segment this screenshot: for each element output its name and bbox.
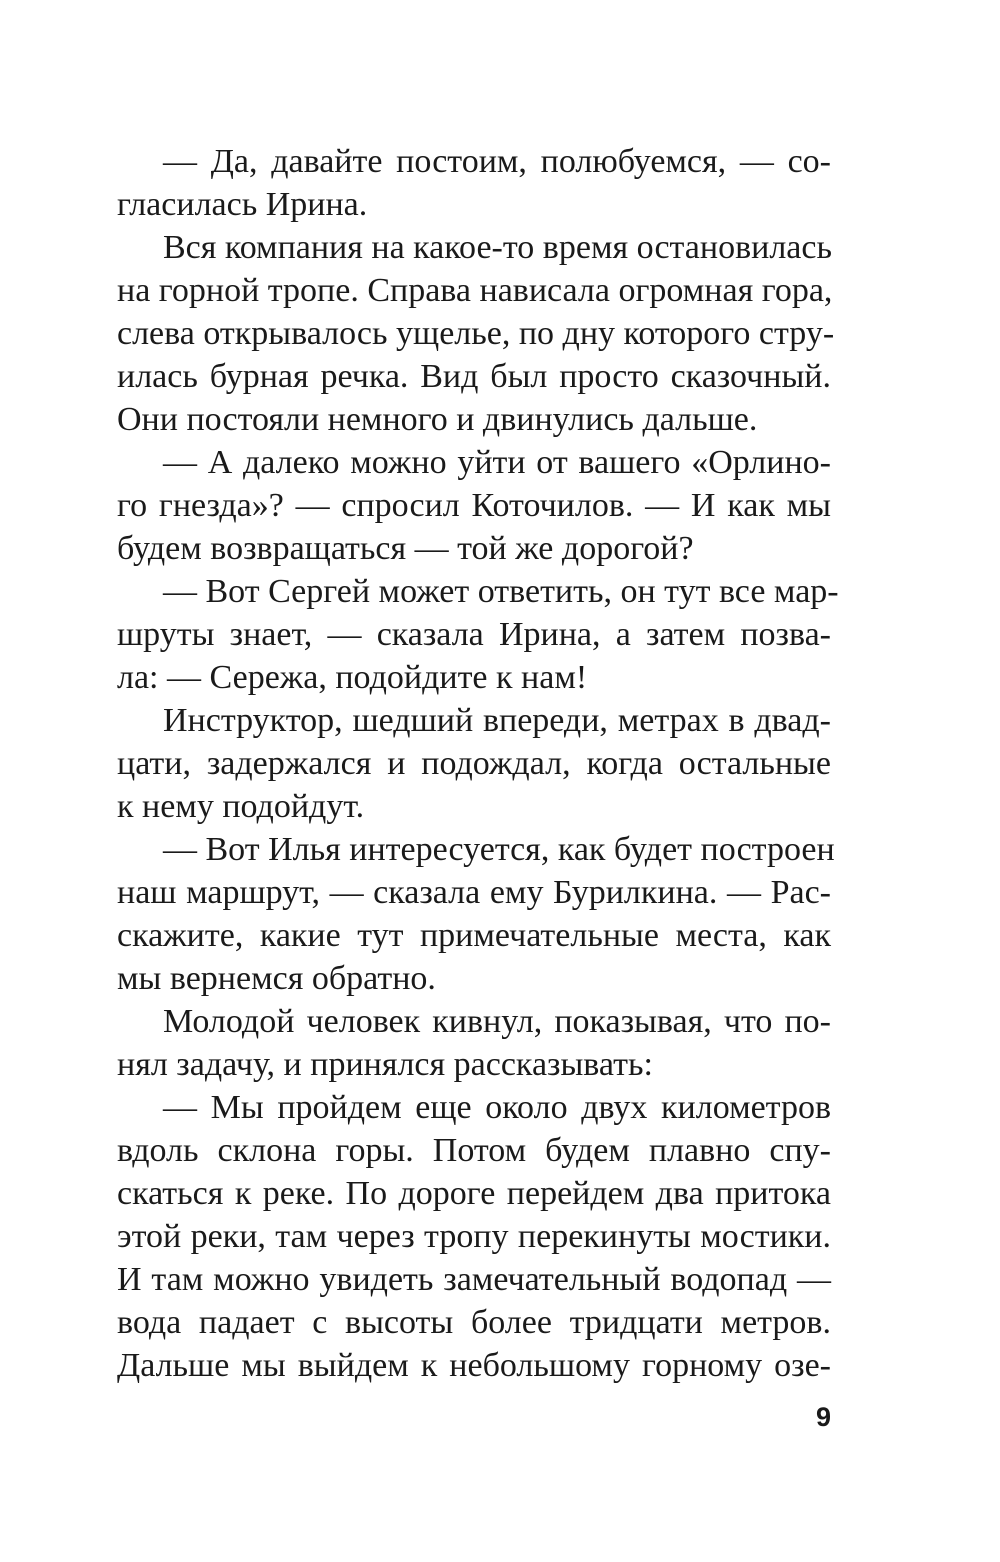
text-line: мы вернемся обратно. <box>117 960 436 997</box>
text-line: — Мы пройдем еще около двух километров <box>163 1089 831 1126</box>
text-line: Они постояли немного и двинулись дальше. <box>117 401 758 438</box>
text-line: шруты знает, — сказала Ирина, а затем позва- <box>117 616 831 653</box>
page-number: 9 <box>815 1402 831 1432</box>
text-line: к нему подойдут. <box>117 788 365 825</box>
text-line: ла: — Сережа, подойдите к нам! <box>117 659 588 696</box>
text-line: скаться к реке. По дороге перейдем два притока <box>117 1175 831 1212</box>
text-line: Дальше мы выйдем к небольшому горному озе- <box>117 1347 831 1384</box>
text-line: Молодой человек кивнул, показывая, что по- <box>163 1003 831 1040</box>
text-line: И там можно увидеть замечательный водопад — <box>117 1261 831 1298</box>
body-text <box>117 140 839 1387</box>
text-line: — Да, давайте постоим, полюбуемся, — со- <box>163 143 831 180</box>
text-line: скажите, какие тут примечательные места, как <box>117 917 831 954</box>
text-line: гласилась Ирина. <box>117 186 368 223</box>
text-line: вода падает с высоты более тридцати метров. <box>117 1304 831 1341</box>
text-line: будем возвращаться — той же дорогой? <box>117 530 694 567</box>
text-line: этой реки, там через тропу перекинуты мостики. <box>117 1218 831 1255</box>
text-line: нял задачу, и принялся рассказывать: <box>117 1046 653 1083</box>
text-line: цати, задержался и подождал, когда остальные <box>117 745 831 782</box>
text-line: слева открывалось ущелье, по дну которого стру- <box>117 315 835 352</box>
text-line: — А далеко можно уйти от вашего «Орлино- <box>163 444 831 481</box>
text-line: вдоль склона горы. Потом будем плавно спу- <box>117 1132 831 1169</box>
text-line: илась бурная речка. Вид был просто сказочный. <box>117 358 831 395</box>
text-line: Вся компания на какое-то время остановилась <box>163 229 832 266</box>
text-line: Инструктор, шедший впереди, метрах в двад- <box>163 702 831 739</box>
text-line: — Вот Илья интересуется, как будет построен <box>163 831 835 868</box>
text-line: на горной тропе. Справа нависала огромная гора, <box>117 272 833 309</box>
text-line: го гнезда»? — спросил Коточилов. — И как мы <box>117 487 831 524</box>
text-line: — Вот Сергей может ответить, он тут все мар- <box>163 573 839 610</box>
text-line: наш маршрут, — сказала ему Бурилкина. — Рас- <box>117 874 831 911</box>
